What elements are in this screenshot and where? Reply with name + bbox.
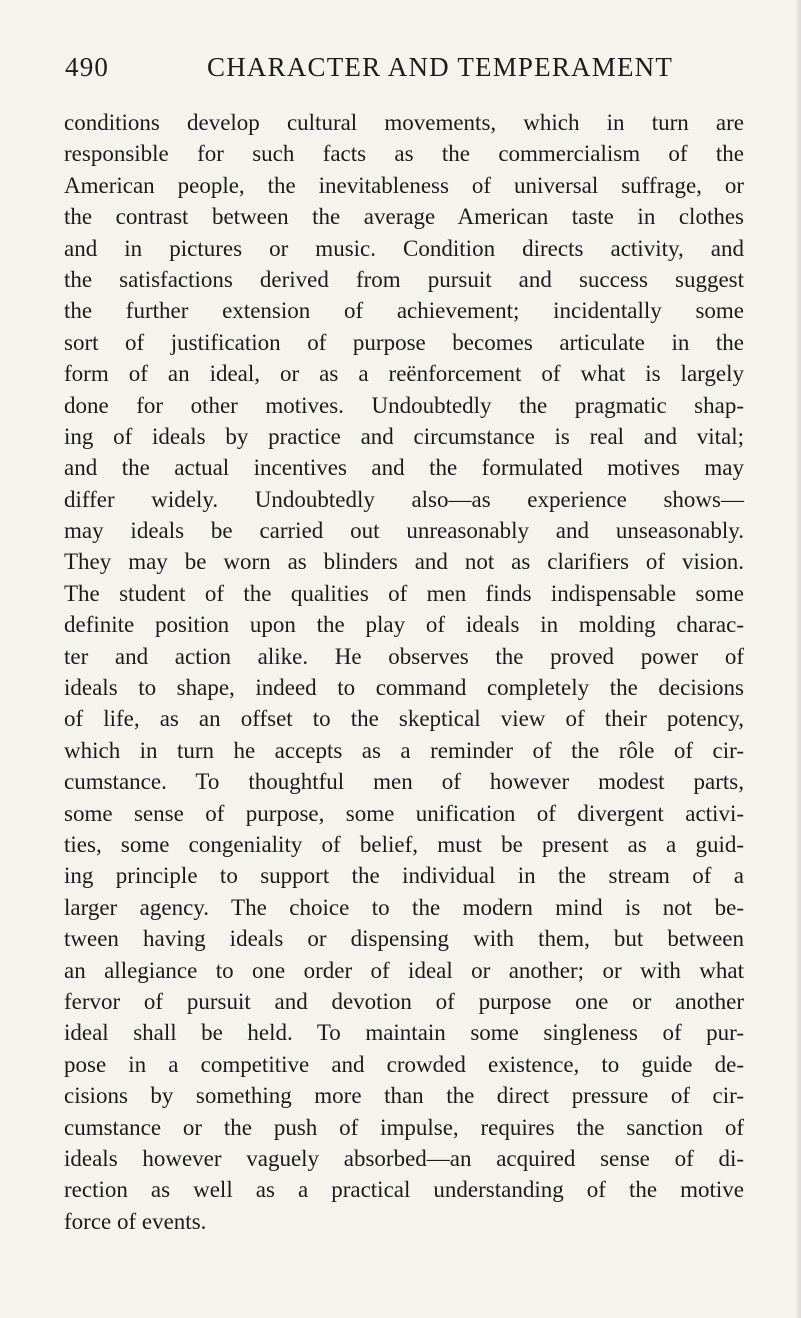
text-line: ing of ideals by practice and circumstance is real and vital; [64,423,744,449]
body-paragraph [64,107,744,1237]
text-line: cumstance. To thoughtful men of however modest parts, [64,769,744,795]
text-line: differ widely. Undoubtedly also—as experience shows— [64,486,744,512]
text-line: the contrast between the average American taste in clothes [64,204,744,230]
page-edge-shadow [795,0,801,1318]
text-line: the further extension of achievement; incidentally some [64,298,744,324]
text-line: cumstance or the push of impulse, requires the sanction of [64,1114,744,1140]
text-line: American people, the inevitableness of universal suffrage, or [64,172,744,198]
text-line: sort of justification of purpose becomes articulate in the [64,329,744,355]
text-line: ing principle to support the individual in the stream of a [64,863,744,889]
running-head [65,52,725,92]
text-line: ties, some congeniality of belief, must be present as a guid- [64,831,744,857]
text-line: ideal shall be held. To maintain some singleness of pur- [64,1020,744,1046]
running-title: CHARACTER AND TEMPERAMENT [207,52,674,82]
text-line: conditions develop cultural movements, which in turn are [64,110,744,135]
text-line: ter and action alike. He observes the proved power of [64,643,744,669]
text-line: definite position upon the play of ideals in molding charac- [64,612,744,638]
text-line: cisions by something more than the direct pressure of cir- [64,1083,744,1109]
text-line: tween having ideals or dispensing with them, but between [64,926,744,952]
text-line: and in pictures or music. Condition directs activity, and [64,235,744,261]
text-line: some sense of purpose, some unification of divergent activi- [64,800,744,826]
text-line: which in turn he accepts as a reminder of the rôle of cir- [64,737,744,763]
text-line: larger agency. The choice to the modern mind is not be- [64,894,744,920]
text-line: the satisfactions derived from pursuit and success suggest [64,266,744,292]
text-line: ideals to shape, indeed to command completely the decisions [64,675,744,701]
text-line: may ideals be carried out unreasonably and unseasonably. [64,518,744,544]
text-line: fervor of pursuit and devotion of purpose one or another [64,988,744,1014]
text-line: form of an ideal, or as a reënforcement of what is largely [64,361,744,387]
text-line: pose in a competitive and crowded existence, to guide de- [64,1051,744,1077]
text-line: force of events. [64,1208,207,1234]
text-line: done for other motives. Undoubtedly the pragmatic shap- [64,392,744,418]
text-line: responsible for such facts as the commercialism of the [64,141,744,167]
text-line: rection as well as a practical understanding of the motive [64,1177,744,1203]
text-line: The student of the qualities of men finds indispensable some [64,580,744,606]
text-line: ideals however vaguely absorbed—an acquired sense of di- [64,1145,744,1171]
page-number: 490 [65,52,110,82]
text-line: an allegiance to one order of ideal or another; or with what [64,957,744,983]
text-line: of life, as an offset to the skeptical view of their potency, [64,706,744,732]
text-line: They may be worn as blinders and not as clarifiers of vision. [64,549,744,575]
text-line: and the actual incentives and the formulated motives may [64,455,744,481]
